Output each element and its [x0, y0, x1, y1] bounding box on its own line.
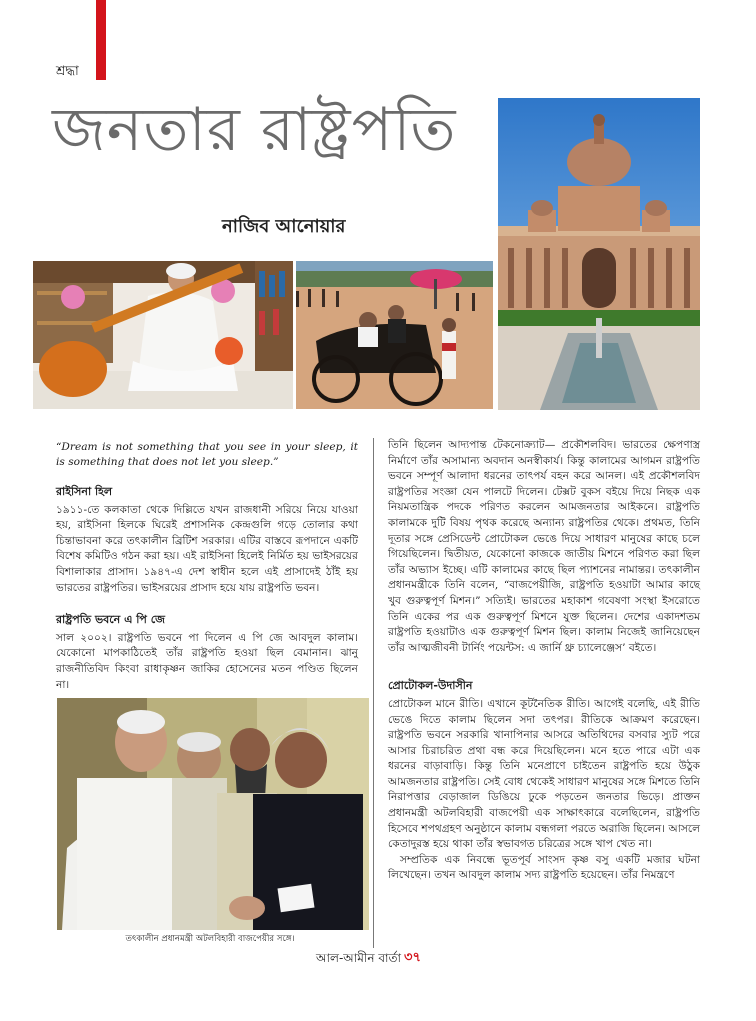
right-column: [388, 438, 700, 884]
author-name: নাজিব আনোয়ার: [222, 216, 346, 237]
paragraph-anecdote: সম্প্রতিক এক নিবন্ধে ভূতপূর্ব সাংসদ কৃষ্ণ বসু একটি মজার ঘটনা লিখেছেন। তখন আবদুল কালাম সদ্য রাষ্ট্রপতি হয়েছেন। তাঁর নিমন্ত্রণে: [388, 853, 700, 882]
kalam-vajpayee-photo: [57, 698, 369, 930]
page-number: ৩৭: [404, 950, 421, 965]
rashtrapati-bhavan-photo: [498, 98, 700, 410]
horse-carriage-photo: [296, 261, 493, 409]
heading-apj-in-bhavan: রাষ্ট্রপতি ভবনে এ পি জে: [56, 613, 166, 627]
column-divider: [373, 438, 374, 948]
publication-name: আল-আমীন বার্তা: [316, 951, 401, 965]
heading-raisina-hill: রাইসিনা হিল: [56, 485, 113, 498]
paragraph-technocrat: তিনি ছিলেন আদ্যপান্ত টেকনোক্র্যাট— প্রকৌশলবিদ। ভারতের ক্ষেপণাস্ত্র নির্মাণে তাঁর অসামান্য অবদান অনস্বীকার্য। কিন্তু কালামের আগমন রাষ্ট্রপতি ভবনে সম্পূর্ণ আলাদা ধরনের তাৎপর্য বহন করে আনল। এই প্রকৌশলবিদ রাষ্ট্রপতির সংজ্ঞা যেন পালটে দিলেন। টেক্সট বুকস বইয়ে দিয়ে নিছক এক নিয়মতান্ত্রিক পদকে পরিণত করলেন আমজনতার আইকনে। রাষ্ট্রপতি কালামকে দুটি বিষয় পৃথক করেছে অন্যান্য রাষ্ট্রপতির থেকে। প্রথমত, তিনি দূতার সঙ্গে প্রেসিডেন্ট প্রোটোকল ভেঙে দিয়ে সাধারণ মানুষের কাছে চলে গিয়েছিলেন। দ্বিতীয়ত, যেকোনো কাজকে জাতীয় মিশনে পরিণত করা ছিল তাঁর অভ্যাস ইচ্ছে। এটি কালামের কাছে ছিল প্যাশনের নামান্তর। তৎকালীন প্রধানমন্ত্রীকে তিনি বলেন, “বাজপেয়ীজি, রাষ্ট্রপতি হওয়াটা আমার কাছে খুব গুরুত্বপূর্ণ মিশন।” সত্যিই। ভারতের মহাকাশ গবেষণা সংস্থা ইসরোতে তিনি একের পর এক গুরুত্বপূর্ণ মিশনে যুক্ত ছিলেন। দেশের একাদশতম রাষ্ট্রপতি হওয়াটাও এক গুরুত্বপূর্ণ মিশন ছিল। কালাম নিজেই জানিয়েছেন তাঁর আত্মজীবনী টার্নিং পয়েন্টস: এ জার্নি থ্রু চ্যালেঞ্জেস’ বইতে।: [388, 439, 700, 654]
section-marker-bar: [96, 0, 106, 80]
photo-caption: তৎকালীন প্রধানমন্ত্রী অটলবিহারী বাজপেয়ীর সঙ্গে।: [125, 934, 295, 944]
left-column: [56, 440, 358, 693]
kalam-veena-photo: [33, 261, 293, 409]
section-label: শ্রদ্ধা: [56, 64, 79, 79]
article-title: জনতার রাষ্ট্রপতি: [52, 95, 457, 165]
epigraph-quote: “Dream is not something that you see in your sleep, it is something that does not let you sleep.”: [56, 441, 358, 468]
heading-protocol: প্রোটোকল-উদাসীন: [388, 679, 473, 693]
paragraph-raisina-hill: ১৯১১-তে কলকাতা থেকে দিল্লিতে যখন রাজধানী সরিয়ে নিয়ে যাওয়া হয়, রাইসিনা হিলকে ঘিরেই প্রশাসনিক কেন্দ্রগুলি গড়ে তোলার কথা চিন্তাভাবনা করে তৎকালীন ব্রিটিশ সরকার। এটির বাস্তবে রূপদানে একটি বিশেষ কমিটিও গঠন করা হয়। এই রাইসিনা হিলেই নির্মিত হয় ভাইসরয়ের বিশালাকার প্রাসাদ। ১৯৪৭-এ দেশ স্বাধীন হলে এই প্রাসাদেই ঠাঁই হয় ভারতের রাষ্ট্রপতির। ভাইসরয়ের প্রাসাদ হয়ে যায় রাষ্ট্রপতি ভবন।: [56, 503, 358, 594]
paragraph-apj-in-bhavan: সাল ২০০২। রাষ্ট্রপতি ভবনে পা দিলেন এ পি জে আবদুল কালাম। যেকোনো মাপকাঠিতেই তাঁর রাষ্ট্রপতি হওয়া ছিল বেমানান। ঝানু রাজনীতিবিদ কিংবা রাধাকৃষ্ণন জাকির হোসেনের মতন পণ্ডিত ছিলেন না।: [56, 631, 358, 691]
paragraph-protocol: প্রোটোকল মানে রীতি। এখানে কূটনৈতিক রীতি। আগেই বলেছি, এই রীতি ভেঙে দিতে কালাম ছিলেন সদা তৎপর। রীতিকে আক্রমণ করেছেন। রাষ্ট্রপতি ভবনে সরকারি খানাপিনার আসরে অতিথিদের বসবার স্যুট পরে আসার চিরাচরিত প্রথা বন্ধ করে দিয়েছিলেন। মনে হতে পারে এটা এক ধরনের বাড়াবাড়ি। কিন্তু তিনি মনেপ্রাণে চাইতেন রাষ্ট্রপতি হয়ে উঠুক আমজনতার রাষ্ট্রপতি। সেই বোধ থেকেই সাধারণ মানুষের সঙ্গে মিশতে তিনি নিরাপত্তার বেড়াজাল ডিঙিয়ে ঢুকে পড়তেন জনতার ভিড়ে। প্রাক্তন প্রধানমন্ত্রী অটলবিহারী বাজপেয়ী এক সাক্ষাৎকারে বলেছিলেন, রাষ্ট্রপতি হিসেবে শপথগ্রহণ অনুষ্ঠানে কালাম বন্ধগলা পরতে অরাজি ছিলেন। আসলে কেতাদুরস্ত হয়ে থাকা তাঁর স্বভাবগত চরিত্রের সঙ্গে খাপ খেত না।: [388, 697, 700, 851]
